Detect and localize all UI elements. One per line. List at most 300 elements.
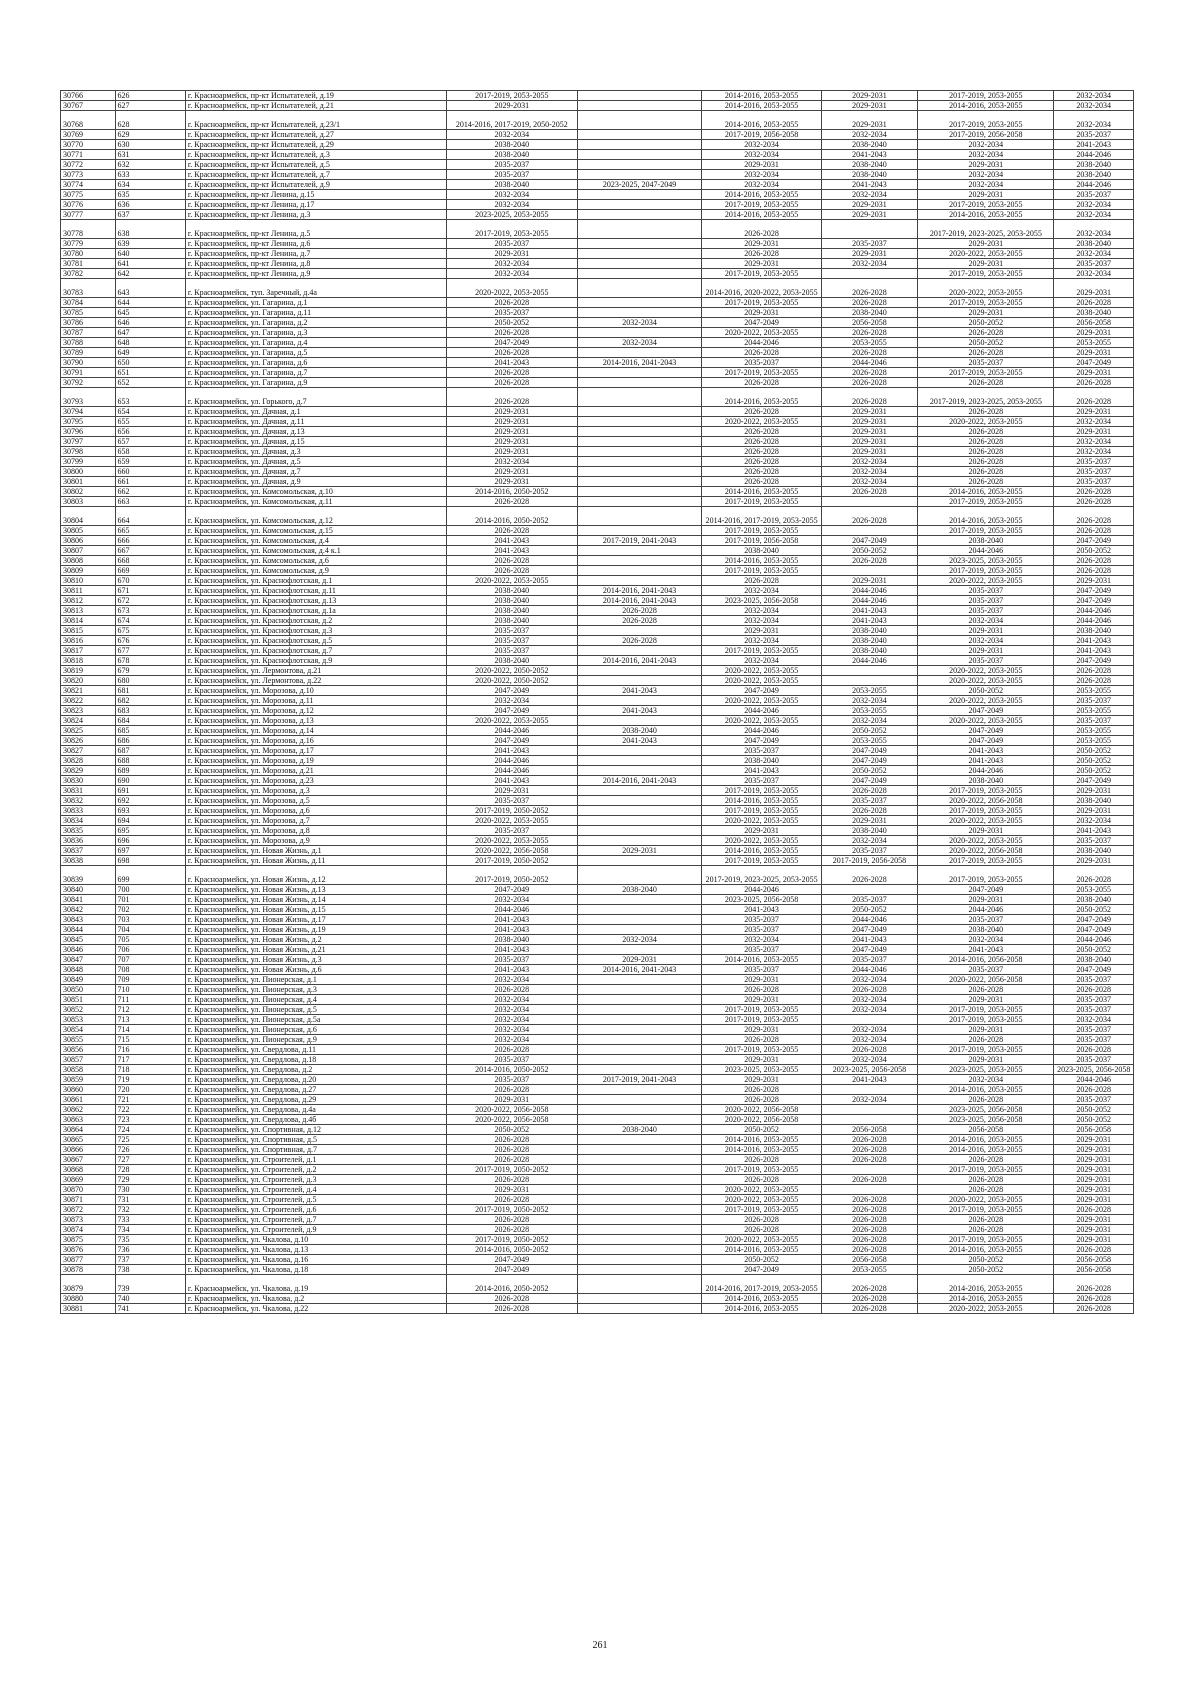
table-row [61, 279, 1134, 298]
period-cell-2: 2017-2019, 2041-2043 [577, 536, 702, 546]
ordinal-number-cell: 727 [115, 1155, 185, 1165]
period-cell-4: 2026-2028 [821, 1135, 918, 1145]
period-cell-1: 2047-2049 [447, 1265, 578, 1275]
period-cell-1: 2038-2040 [447, 606, 578, 616]
period-cell-3: 2017-2019, 2053-2055 [702, 1015, 821, 1025]
period-cell-1: 2035-2037 [447, 1075, 578, 1085]
ordinal-number-cell: 661 [115, 477, 185, 487]
period-cell-4: 2032-2034 [821, 1055, 918, 1065]
period-cell-4: 2032-2034 [821, 1035, 918, 1045]
table-row [61, 536, 1134, 546]
period-cell-2 [577, 467, 702, 477]
period-cell-5: 2020-2022, 2053-2055 [918, 696, 1054, 706]
ordinal-number-cell: 704 [115, 925, 185, 935]
ordinal-number-cell: 630 [115, 140, 185, 150]
record-id-cell: 30867 [61, 1155, 116, 1165]
period-cell-1: 2020-2022, 2053-2055 [447, 279, 578, 298]
period-cell-3: 2029-2031 [702, 1055, 821, 1065]
period-cell-1: 2029-2031 [447, 1185, 578, 1195]
address-cell: г. Красноармейск, ул. Морозова, д.11 [185, 696, 446, 706]
record-id-cell: 30852 [61, 1005, 116, 1015]
period-cell-5: 2017-2019, 2023-2025, 2053-2055 [918, 220, 1054, 239]
period-cell-5: 2020-2022, 2053-2055 [918, 249, 1054, 259]
period-cell-3: 2017-2019, 2053-2055 [702, 786, 821, 796]
period-cell-5: 2014-2016, 2053-2055 [918, 487, 1054, 497]
period-cell-2 [577, 160, 702, 170]
period-cell-3: 2020-2022, 2053-2055 [702, 716, 821, 726]
period-cell-4: 2032-2034 [821, 190, 918, 200]
period-cell-1: 2029-2031 [447, 467, 578, 477]
period-cell-2 [577, 975, 702, 985]
table-row [61, 1175, 1134, 1185]
period-cell-6: 2032-2034 [1054, 210, 1134, 220]
period-cell-5: 2029-2031 [918, 826, 1054, 836]
record-id-cell: 30862 [61, 1105, 116, 1115]
period-cell-4 [821, 1185, 918, 1195]
ordinal-number-cell: 686 [115, 736, 185, 746]
period-cell-2 [577, 1135, 702, 1145]
period-cell-5: 2017-2019, 2053-2055 [918, 1045, 1054, 1055]
address-cell: г. Красноармейск, ул. Свердлова, д.29 [185, 1095, 446, 1105]
record-id-cell: 30810 [61, 576, 116, 586]
period-cell-3: 2017-2019, 2053-2055 [702, 1045, 821, 1055]
period-cell-1: 2035-2037 [447, 170, 578, 180]
address-cell: г. Красноармейск, ул. Пионерская, д.4 [185, 995, 446, 1005]
period-cell-3: 2014-2016, 2053-2055 [702, 388, 821, 407]
table-row [61, 1245, 1134, 1255]
record-id-cell: 30827 [61, 746, 116, 756]
period-cell-1: 2032-2034 [447, 200, 578, 210]
table-row [61, 1015, 1134, 1025]
period-cell-6: 2026-2028 [1054, 985, 1134, 995]
record-id-cell: 30802 [61, 487, 116, 497]
period-cell-5: 2017-2019, 2053-2055 [918, 1205, 1054, 1215]
period-cell-3: 2032-2034 [702, 636, 821, 646]
period-cell-1: 2041-2043 [447, 358, 578, 368]
ordinal-number-cell: 687 [115, 746, 185, 756]
table-row [61, 606, 1134, 616]
period-cell-3: 2035-2037 [702, 358, 821, 368]
record-id-cell: 30811 [61, 586, 116, 596]
ordinal-number-cell: 659 [115, 457, 185, 467]
ordinal-number-cell: 660 [115, 467, 185, 477]
period-cell-2: 2014-2016, 2041-2043 [577, 965, 702, 975]
period-cell-3: 2014-2016, 2053-2055 [702, 190, 821, 200]
record-id-cell: 30834 [61, 816, 116, 826]
period-cell-4: 2053-2055 [821, 736, 918, 746]
period-cell-2 [577, 856, 702, 866]
period-cell-2 [577, 348, 702, 358]
ordinal-number-cell: 718 [115, 1065, 185, 1075]
period-cell-2 [577, 995, 702, 1005]
period-cell-2 [577, 526, 702, 536]
period-cell-2 [577, 378, 702, 388]
period-cell-5: 2014-2016, 2053-2055 [918, 1085, 1054, 1095]
period-cell-4: 2029-2031 [821, 417, 918, 427]
table-row [61, 378, 1134, 388]
address-cell: г. Красноармейск, ул. Спортивная, д.5 [185, 1135, 446, 1145]
record-id-cell: 30805 [61, 526, 116, 536]
ordinal-number-cell: 677 [115, 646, 185, 656]
record-id-cell: 30785 [61, 308, 116, 318]
table-row [61, 477, 1134, 487]
table-row [61, 239, 1134, 249]
address-cell: г. Красноармейск, ул. Дачная, д.1 [185, 407, 446, 417]
table-row [61, 676, 1134, 686]
address-cell: г. Красноармейск, ул. Гагарина, д.7 [185, 368, 446, 378]
record-id-cell: 30815 [61, 626, 116, 636]
period-cell-5: 2047-2049 [918, 726, 1054, 736]
address-cell: г. Красноармейск, ул. Горького, д.7 [185, 388, 446, 407]
ordinal-number-cell: 652 [115, 378, 185, 388]
address-cell: г. Красноармейск, ул. Гагарина, д.3 [185, 328, 446, 338]
period-cell-3: 2017-2019, 2053-2055 [702, 526, 821, 536]
table-row [61, 269, 1134, 279]
period-cell-1: 2023-2025, 2053-2055 [447, 210, 578, 220]
period-cell-5: 2014-2016, 2053-2055 [918, 210, 1054, 220]
period-cell-2: 2038-2040 [577, 726, 702, 736]
address-cell: г. Красноармейск, ул. Морозова, д.19 [185, 756, 446, 766]
table-row [61, 447, 1134, 457]
ordinal-number-cell: 720 [115, 1085, 185, 1095]
period-cell-1: 2020-2022, 2056-2058 [447, 1105, 578, 1115]
period-cell-6: 2035-2037 [1054, 457, 1134, 467]
address-cell: г. Красноармейск, ул. Краснофлотская, д.11 [185, 586, 446, 596]
ordinal-number-cell: 650 [115, 358, 185, 368]
period-cell-6: 2035-2037 [1054, 696, 1134, 706]
period-cell-5: 2032-2034 [918, 636, 1054, 646]
table-row [61, 646, 1134, 656]
period-cell-5: 2026-2028 [918, 407, 1054, 417]
ordinal-number-cell: 713 [115, 1015, 185, 1025]
period-cell-6: 2026-2028 [1054, 1045, 1134, 1055]
period-cell-3: 2029-2031 [702, 995, 821, 1005]
period-cell-3: 2014-2016, 2017-2019, 2053-2055 [702, 507, 821, 526]
table-row [61, 1115, 1134, 1125]
record-id-cell: 30872 [61, 1205, 116, 1215]
ordinal-number-cell: 733 [115, 1215, 185, 1225]
period-cell-5: 2017-2019, 2053-2055 [918, 526, 1054, 536]
ordinal-number-cell: 737 [115, 1255, 185, 1265]
record-id-cell: 30821 [61, 686, 116, 696]
period-cell-5: 2017-2019, 2053-2055 [918, 200, 1054, 210]
record-id-cell: 30790 [61, 358, 116, 368]
period-cell-6: 2050-2052 [1054, 746, 1134, 756]
period-cell-4: 2026-2028 [821, 368, 918, 378]
period-cell-2: 2014-2016, 2041-2043 [577, 776, 702, 786]
table-row [61, 616, 1134, 626]
period-cell-3: 2029-2031 [702, 1025, 821, 1035]
table-row [61, 487, 1134, 497]
period-cell-1: 2026-2028 [447, 368, 578, 378]
period-cell-3: 2044-2046 [702, 706, 821, 716]
period-cell-4: 2053-2055 [821, 686, 918, 696]
period-cell-2 [577, 1145, 702, 1155]
period-cell-2 [577, 507, 702, 526]
period-cell-3: 2041-2043 [702, 905, 821, 915]
table-row [61, 776, 1134, 786]
period-cell-1: 2026-2028 [447, 378, 578, 388]
table-row [61, 796, 1134, 806]
period-cell-3: 2014-2016, 2053-2055 [702, 101, 821, 111]
period-cell-4: 2053-2055 [821, 706, 918, 716]
table-row [61, 576, 1134, 586]
ordinal-number-cell: 666 [115, 536, 185, 546]
address-cell: г. Красноармейск, ул. Строителей, д.2 [185, 1165, 446, 1175]
table-row [61, 318, 1134, 328]
table-row [61, 636, 1134, 646]
record-id-cell: 30879 [61, 1275, 116, 1294]
period-cell-5: 2035-2037 [918, 606, 1054, 616]
period-cell-4: 2029-2031 [821, 200, 918, 210]
record-id-cell: 30836 [61, 836, 116, 846]
period-cell-6: 2038-2040 [1054, 239, 1134, 249]
period-cell-2 [577, 417, 702, 427]
period-cell-4 [821, 526, 918, 536]
period-cell-3: 2023-2025, 2056-2058 [702, 895, 821, 905]
record-id-cell: 30778 [61, 220, 116, 239]
period-cell-5: 2020-2022, 2053-2055 [918, 1304, 1054, 1314]
period-cell-4: 2038-2040 [821, 140, 918, 150]
table-row [61, 200, 1134, 210]
ordinal-number-cell: 633 [115, 170, 185, 180]
record-id-cell: 30807 [61, 546, 116, 556]
period-cell-1: 2020-2022, 2050-2052 [447, 666, 578, 676]
period-cell-3: 2026-2028 [702, 576, 821, 586]
period-cell-2 [577, 1275, 702, 1294]
period-cell-1: 2047-2049 [447, 686, 578, 696]
period-cell-6: 2032-2034 [1054, 447, 1134, 457]
period-cell-6: 2026-2028 [1054, 497, 1134, 507]
period-cell-3: 2023-2025, 2056-2058 [702, 596, 821, 606]
period-cell-2 [577, 328, 702, 338]
period-cell-2 [577, 298, 702, 308]
period-cell-4: 2029-2031 [821, 249, 918, 259]
period-cell-6: 2029-2031 [1054, 1235, 1134, 1245]
period-cell-3: 2026-2028 [702, 1035, 821, 1045]
period-cell-3: 2014-2016, 2053-2055 [702, 955, 821, 965]
period-cell-5: 2035-2037 [918, 965, 1054, 975]
address-cell: г. Красноармейск, ул. Комсомольская, д.11 [185, 497, 446, 507]
period-cell-2: 2041-2043 [577, 706, 702, 716]
period-cell-3: 2026-2028 [702, 457, 821, 467]
period-cell-5: 2017-2019, 2053-2055 [918, 111, 1054, 130]
period-cell-6: 2053-2055 [1054, 885, 1134, 895]
period-cell-2: 2023-2025, 2047-2049 [577, 180, 702, 190]
period-cell-1: 2044-2046 [447, 766, 578, 776]
period-cell-5: 2017-2019, 2053-2055 [918, 1235, 1054, 1245]
table-row [61, 975, 1134, 985]
record-id-cell: 30853 [61, 1015, 116, 1025]
period-cell-5: 2041-2043 [918, 945, 1054, 955]
period-cell-3: 2026-2028 [702, 1155, 821, 1165]
period-cell-3: 2032-2034 [702, 150, 821, 160]
record-id-cell: 30787 [61, 328, 116, 338]
period-cell-6: 2035-2037 [1054, 259, 1134, 269]
table-row [61, 696, 1134, 706]
period-cell-1: 2026-2028 [447, 328, 578, 338]
period-cell-3: 2029-2031 [702, 308, 821, 318]
table-row [61, 190, 1134, 200]
period-cell-6: 2044-2046 [1054, 180, 1134, 190]
period-cell-1: 2032-2034 [447, 259, 578, 269]
period-cell-6: 2047-2049 [1054, 965, 1134, 975]
period-cell-4: 2032-2034 [821, 836, 918, 846]
table-row [61, 1165, 1134, 1175]
period-cell-1: 2014-2016, 2050-2052 [447, 487, 578, 497]
period-cell-3: 2026-2028 [702, 1175, 821, 1185]
address-cell: г. Красноармейск, пр-кт Ленина, д.15 [185, 190, 446, 200]
ordinal-number-cell: 732 [115, 1205, 185, 1215]
address-cell: г. Красноармейск, ул. Морозова, д.7 [185, 816, 446, 826]
period-cell-1: 2029-2031 [447, 249, 578, 259]
period-cell-6: 2029-2031 [1054, 1175, 1134, 1185]
period-cell-6: 2032-2034 [1054, 91, 1134, 101]
table-row [61, 220, 1134, 239]
period-cell-6: 2041-2043 [1054, 826, 1134, 836]
period-cell-3: 2035-2037 [702, 776, 821, 786]
period-cell-4: 2050-2052 [821, 726, 918, 736]
period-cell-2 [577, 806, 702, 816]
period-cell-4 [821, 885, 918, 895]
table-row [61, 91, 1134, 101]
period-cell-1: 2047-2049 [447, 736, 578, 746]
period-cell-6: 2026-2028 [1054, 1205, 1134, 1215]
table-row [61, 1265, 1134, 1275]
address-cell: г. Красноармейск, ул. Морозова, д.8 [185, 826, 446, 836]
period-cell-5: 2026-2028 [918, 1155, 1054, 1165]
record-id-cell: 30786 [61, 318, 116, 328]
period-cell-2 [577, 427, 702, 437]
ordinal-number-cell: 701 [115, 895, 185, 905]
period-cell-4: 2056-2058 [821, 1255, 918, 1265]
record-id-cell: 30793 [61, 388, 116, 407]
period-cell-4: 2026-2028 [821, 866, 918, 885]
period-cell-2 [577, 279, 702, 298]
ordinal-number-cell: 667 [115, 546, 185, 556]
record-id-cell: 30774 [61, 180, 116, 190]
period-cell-1: 2017-2019, 2053-2055 [447, 220, 578, 239]
period-cell-1: 2035-2037 [447, 1055, 578, 1065]
period-cell-4: 2038-2040 [821, 170, 918, 180]
period-cell-2 [577, 1045, 702, 1055]
table-row [61, 1145, 1134, 1155]
period-cell-2 [577, 766, 702, 776]
ordinal-number-cell: 717 [115, 1055, 185, 1065]
period-cell-4: 2035-2037 [821, 895, 918, 905]
period-cell-2: 2029-2031 [577, 955, 702, 965]
period-cell-3: 2017-2019, 2056-2058 [702, 536, 821, 546]
period-cell-5: 2017-2019, 2053-2055 [918, 269, 1054, 279]
address-cell: г. Красноармейск, туп. Заречный, д.4а [185, 279, 446, 298]
period-cell-6: 2041-2043 [1054, 636, 1134, 646]
address-cell: г. Красноармейск, ул. Гагарина, д.4 [185, 338, 446, 348]
address-cell: г. Красноармейск, ул. Новая Жизнь, д.6 [185, 965, 446, 975]
record-id-cell: 30826 [61, 736, 116, 746]
record-id-cell: 30795 [61, 417, 116, 427]
period-cell-2 [577, 1025, 702, 1035]
period-cell-2 [577, 1105, 702, 1115]
ordinal-number-cell: 681 [115, 686, 185, 696]
record-id-cell: 30848 [61, 965, 116, 975]
period-cell-1: 2041-2043 [447, 945, 578, 955]
period-cell-6: 2029-2031 [1054, 576, 1134, 586]
period-cell-1: 2017-2019, 2050-2052 [447, 1165, 578, 1175]
period-cell-5: 2020-2022, 2056-2058 [918, 796, 1054, 806]
period-cell-4 [821, 1015, 918, 1025]
period-cell-6: 2038-2040 [1054, 308, 1134, 318]
period-cell-1: 2041-2043 [447, 915, 578, 925]
period-cell-6: 2035-2037 [1054, 1055, 1134, 1065]
ordinal-number-cell: 707 [115, 955, 185, 965]
period-cell-6: 2038-2040 [1054, 626, 1134, 636]
period-cell-6: 2035-2037 [1054, 1035, 1134, 1045]
address-cell: г. Красноармейск, ул. Строителей, д.4 [185, 1185, 446, 1195]
period-cell-1: 2017-2019, 2053-2055 [447, 91, 578, 101]
address-cell: г. Красноармейск, ул. Дачная, д.11 [185, 417, 446, 427]
period-cell-4: 2035-2037 [821, 846, 918, 856]
address-cell: г. Красноармейск, ул. Свердлова, д.27 [185, 1085, 446, 1095]
period-cell-3: 2035-2037 [702, 945, 821, 955]
period-cell-6: 2026-2028 [1054, 1085, 1134, 1095]
period-cell-4: 2026-2028 [821, 1304, 918, 1314]
table-row [61, 407, 1134, 417]
period-cell-4: 2032-2034 [821, 130, 918, 140]
period-cell-3: 2014-2016, 2053-2055 [702, 1294, 821, 1304]
period-cell-5: 2017-2019, 2053-2055 [918, 566, 1054, 576]
record-id-cell: 30864 [61, 1125, 116, 1135]
table-row [61, 388, 1134, 407]
period-cell-2 [577, 566, 702, 576]
table-row [61, 686, 1134, 696]
period-cell-3: 2020-2022, 2053-2055 [702, 666, 821, 676]
period-cell-4: 2038-2040 [821, 646, 918, 656]
address-cell: г. Красноармейск, ул. Дачная, д.5 [185, 457, 446, 467]
period-cell-3: 2014-2016, 2053-2055 [702, 1245, 821, 1255]
table-row [61, 457, 1134, 467]
ordinal-number-cell: 632 [115, 160, 185, 170]
ordinal-number-cell: 676 [115, 636, 185, 646]
period-cell-6: 2026-2028 [1054, 666, 1134, 676]
address-cell: г. Красноармейск, ул. Пионерская, д.9 [185, 1035, 446, 1045]
period-cell-3: 2026-2028 [702, 1085, 821, 1095]
period-cell-4: 2038-2040 [821, 160, 918, 170]
period-cell-4: 2047-2049 [821, 776, 918, 786]
period-cell-5: 2026-2028 [918, 348, 1054, 358]
period-cell-4: 2026-2028 [821, 1145, 918, 1155]
period-cell-4: 2029-2031 [821, 91, 918, 101]
period-cell-3: 2050-2052 [702, 1125, 821, 1135]
period-cell-3: 2029-2031 [702, 626, 821, 636]
ordinal-number-cell: 647 [115, 328, 185, 338]
period-cell-5: 2035-2037 [918, 596, 1054, 606]
period-cell-2 [577, 487, 702, 497]
period-cell-3: 2020-2022, 2056-2058 [702, 1115, 821, 1125]
address-cell: г. Красноармейск, ул. Пионерская, д.5 [185, 1005, 446, 1015]
period-cell-3: 2032-2034 [702, 935, 821, 945]
ordinal-number-cell: 653 [115, 388, 185, 407]
record-id-cell: 30788 [61, 338, 116, 348]
ordinal-number-cell: 655 [115, 417, 185, 427]
table-row [61, 1135, 1134, 1145]
address-cell: г. Красноармейск, ул. Спортивная, д.12 [185, 1125, 446, 1135]
table-row [61, 358, 1134, 368]
period-cell-2: 2017-2019, 2041-2043 [577, 1075, 702, 1085]
table-row [61, 111, 1134, 130]
period-cell-6: 2035-2037 [1054, 1025, 1134, 1035]
period-cell-1: 2029-2031 [447, 407, 578, 417]
period-cell-4: 2032-2034 [821, 1005, 918, 1015]
